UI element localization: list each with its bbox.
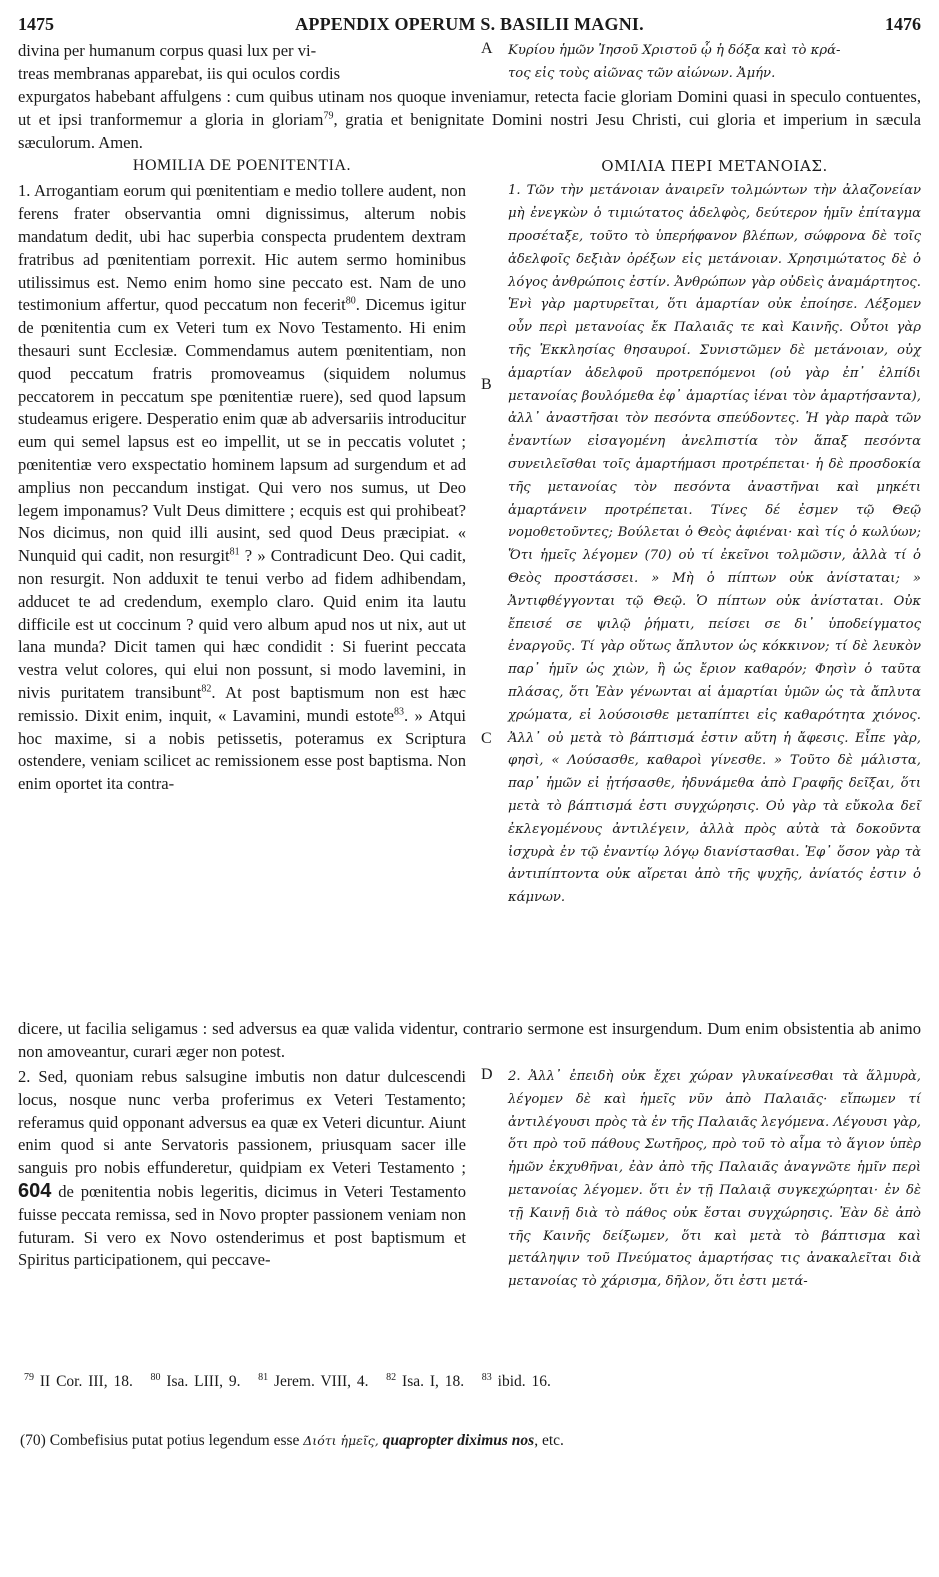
- scripture-footnotes: [24, 1373, 551, 1391]
- page-number-right: 1476: [885, 14, 921, 34]
- intro-greek-line: Κυρίου ἡμῶν Ἰησοῦ Χριστοῦ ᾧ ἡ δόξα καὶ τὸ κρά-: [508, 43, 841, 58]
- margin-marker-b: B: [481, 376, 492, 394]
- fn-text: ibid. 16.: [497, 1373, 551, 1390]
- footnote-ref-80: 80: [345, 295, 356, 307]
- running-title: APPENDIX OPERUM S. BASILII MAGNI.: [295, 14, 644, 34]
- fn-num: 83: [481, 1371, 492, 1383]
- margin-marker-c: C: [481, 730, 492, 748]
- intro-text-a: expurgatos habebant affulgens : cum quibus utinam nos quoque inveniamur, retecta facie gloriam Domini quasi in speculo contuentes, ut et ipsi tranformemur a gloria in gloriam: [18, 87, 921, 129]
- heading-latin: HOMILIA DE POENITENTIA.: [132, 157, 352, 175]
- footnote-ref-83: 83: [394, 706, 405, 718]
- page-header: [18, 14, 921, 40]
- footnote-ref-82: 82: [201, 683, 212, 695]
- page-number-left: 1475: [18, 14, 54, 34]
- intro-text-b: , gratia et benignitate Domini nostri Jesu Christi, cui gloria et imperium in sæcula sæculorum. Amen.: [18, 109, 921, 152]
- fn-num: 80: [150, 1371, 161, 1383]
- footnote-ref-81: 81: [229, 546, 240, 558]
- s1-latin-part: . » Atqui hoc maxime, si a nobis petissetis, poteramus ex Scriptura ostendere, veniam scilicet ac remissionem esse post baptisma. Non enim oportet ita contra-: [18, 705, 467, 794]
- s1-latin-part: . At post baptismum non est hæc remissio. Dixit enim, inquit, « Lavamini, mundi estote: [18, 682, 467, 725]
- s2-latin-part: de pœnitentia nobis legeritis, dicimus in Veteri Testamento fuisse peccata remissa, sed in Novo propter passionem veniam non futuram. Si vero ex Novo ostenderimus et post baptismum et Spiritus participationem, qui peccave-: [18, 1181, 466, 1270]
- s1-latin-part: . Dicemus igitur de pœnitentia cum ex Veteri tum ex Novo Testamento. Hi enim thesauri sunt Ecclesiæ. Commendamus autem pœnitentiam, non quod peccatum fratris promoveamus (siquidem nolumus peccatorem in peccatum spe pœnitentiæ ruere), sed quod lapsum studeamus erigere. Desperatio enim quæ ab adversariis introducitur eum qui semel lapsus est eo impellit, ut se in peccatis volutet ; pœnitentiæ vero exspectatio hominem lapsum ad surgendum et ad amplius non peccandum instigat. Qui vero nos sumus, ut Deo legem imponamus? Vult Deus dimittere ; ecquis est qui prohibeat? Nos dicimus, non quid illi ausint, sed quod Deus præcipiat. « Nunquid qui cadit, non resurgit: [18, 295, 466, 566]
- section-1: [18, 180, 921, 1018]
- section-2: [18, 1066, 921, 1366]
- intro-latin-line: treas membranas apparebat, iis qui oculos cordis: [18, 63, 341, 83]
- section-2-greek: 2. Ἀλλ᾽ ἐπειδὴ οὐκ ἔχει χώραν γλυκαίνεσθαι τὰ ἅλμυρὰ, λέγομεν δὲ καὶ ἡμεῖς νῦν ἀπὸ Παλαιᾶς· εἴπωμεν τί ἀντιλέγουσι πρὸς τὰ ἐν τῆς Παλαιᾶς λεγόμενα. Λέγουσι γὰρ, ὅτι πρὸ τοῦ πάθους Σωτῆρος, πρὸ τοῦ τὸ αἷμα τὸ ἅγιον ὑπὲρ ἡμῶν ἐκχυθῆναι, ἐὰν ἀπὸ τῆς Παλαιᾶς ἀναγνῶτε ἡμῖν περὶ μετανοίας λέγομεν. ὅτι ἐν τῇ Παλαιᾷ συγκεχώρηται· ἐν δὲ τῇ Καινῇ διὰ τὸ πάθος οὐκ ἔσται συγχώρησις. Ἐὰν δὲ ἀπὸ τῆς Καινῆς δείξωμεν, ὅτι καὶ μετὰ τὸ βάπτισμα καὶ μετάληψιν τοῦ Πνεύματος ἁμαρτήσας τις ἀνακαλεῖται διὰ μετανοίας τὸ χάρισμα, δῆλον, ὅτι ἐστι μετά-: [508, 1068, 921, 1290]
- column-number: 604: [18, 1179, 52, 1202]
- intro-greek: [508, 40, 921, 86]
- heading-greek: ΟΜΙΛΙΑ ΠΕΡΙ ΜΕΤΑΝΟΙΑΣ.: [601, 157, 828, 176]
- section-1-continuation: dicere, ut facilia seligamus : sed adversus ea quæ valida videntur, contrario sermone est insurgendum. Dum enim obsistentia ab animo non amoveantur, curari æger non potest.: [18, 1019, 921, 1062]
- intro-columns: [18, 40, 921, 86]
- intro-latin-line: divina per humanum corpus quasi lux per vi-: [18, 41, 317, 60]
- fn-num: 82: [386, 1371, 397, 1383]
- fn-text: Isa. LIII, 9.: [166, 1373, 241, 1390]
- footnote-ref-79: 79: [323, 110, 334, 122]
- intro-greek-line: τος εἰς τοὺς αἰῶνας τῶν αἰώνων. Ἀμήν.: [508, 65, 776, 81]
- fn-text: Isa. I, 18.: [402, 1373, 465, 1390]
- intro-latin: [18, 40, 466, 86]
- section-2-latin: [18, 1066, 466, 1272]
- note-greek: Διότι ἡμεῖς,: [303, 1433, 379, 1448]
- fn-num: 79: [24, 1371, 34, 1383]
- s1-latin-part: ? » Contradicunt Deo. Qui cadit, non resurgit. Non adduxit te tenui verbo ad fidem adhibendam, adducet te ad credendum, exemplo claro. Quid enim ita lautu difficile est ut coccinum ? quid vero album apud nos ut nix, aut ut lana munda? Dicit tamen qui hæc condidit : Si fuerint peccata vestra velut colores, qui elui non possunt, si modo lavemini, in nivis puritatem transibunt: [18, 546, 466, 702]
- fn-num: 81: [258, 1371, 269, 1383]
- fn-text: Jerem. VIII, 4.: [273, 1373, 369, 1390]
- note-prefix: (70) Combefisius putat potius legendum esse: [20, 1432, 304, 1449]
- section-1-greek: 1. Τῶν τὴν μετάνοιαν ἀναιρεῖν τολμώντων τὴν ἀλαζονείαν μὴ ἐνεγκὼν ὁ τιμιώτατος ἀδελφὸς, δεύτερον ἡμῖν ἐπίταγμα προσέταξε, τοῦτο τὸ ὑπερήφανον βλέπων, σώφρονα δὲ τοῖς ἀδελφοῖς δεξιὰν ὀρέξων εἰς μετάνοιαν. Χρησιμώτατος δὲ ὁ λόγος ἀνθρώποις ἐστίν. Ἀνθρώπων γὰρ οὐδεὶς ἀναμάρτητος. Ἑνὶ γὰρ μαρτυρεῖται, ὅτι ἁμαρτίαν οὐκ ἐποίησε. Λέξομεν οὖν περὶ μετανοίας ἔκ Παλαιᾶς τε καὶ Καινῆς. Οὗτοι γὰρ τῆς Ἐκκλησίας θησαυροί. Συνιστῶμεν δὲ μετάνοιαν, οὐχ ἁμαρτίαν ἀδελφοῦ προτρεπόμενοι (οὐ γὰρ ἐπ᾽ ἐλπίδι μετανοίας βουλόμεθα ἐφ᾽ ἁμαρτίας ἰέναι τὸν ἁμαρτήσαντα), ἀλλ᾽ ἀναστῆσαι τὸν πεσόντα σπεύδοντες. Ἡ γὰρ παρὰ τῶν ἐναντίων εἰσαγομένη ἀνελπιστία τὸν ἅπαξ πεσόντα συνειλεῖσθαι τοῖς ἁμαρτήμασι προτρέπεται· ἡ δὲ προσδοκία τῆς μετανοίας τὸν πεσόντα ἀναστῆναι καὶ μηκέτι ἁμαρτάνειν προτρέπεται. Τίνες δέ ἐσμεν τῷ Θεῷ νομοθετοῦντες; Βούλεται ὁ Θεὸς ἀφιέναι· καὶ τίς ὁ κωλύων; Ὅτι ἡμεῖς λέγομεν (70) οὐ τί ἐκεῖνοι τολμῶσιν, ἀλλὰ τί ὁ Θεὸς προστάσσει. » Μὴ ὁ πίπτων οὐκ ἀνίσταται; » Ἀντιφθέγγονται τῷ Θεῷ. Ὁ πίπτων οὐκ ἀνίσταται. Οὐκ ἔπεισέ σε ψιλῷ ῥήματι, πείσει σε δι᾽ ὑποδείγματος ἐναργοῦς. Τί γὰρ οὕτως ἄπλυτον ὡς κόκκινον; τί δὲ λευκὸν παρ᾽ ἡμῖν ὡς χιὼν, ἢ ὡς ἔριον καθαρόν; Φησὶν ὁ ταῦτα πλάσας, ὅτι Ἐὰν γένωνται αἱ ἁμαρτίαι ὑμῶν ὡς τὰ ἄπλυτα χρώματα, εἰ λούσοισθε μεταπίπτει εἰς καθαρότητα χιόνος. Ἀλλ᾽ οὐ μετὰ τὸ βάπτισμά ἐστιν αὕτη ἡ ἄφεσις. Εἶπε γὰρ, φησὶ, « Λούσασθε, καθαροὶ γίνεσθε. » Τοῦτο δὲ μάλιστα, παρ᾽ ἡμῶν εἰ ᾐτήσασθε, ἠδυνάμεθα ἀπὸ Γραφῆς δεῖξαι, ὅτι μετὰ τὸ βάπτισμά ἐστι συγχώρησις. Οὐ γὰρ τὰ εὔκολα δεῖ ἐκλεγομένους ἀντιλέγειν, ἀλλὰ πρὸς αὐτὰ τὰ δοκοῦντα ἰσχυρὰ ἐν τῷ ἐναντίῳ λόγῳ διανίστασθαι. Ἐφ᾽ ὅσον γὰρ τὰ ἀντιπίπτοντα οὐκ αἴρεται ἀπὸ τῆς ψυχῆς, ἀνίατός ἐστιν ὁ κάμνων.: [508, 183, 921, 906]
- note-suffix: , etc.: [534, 1432, 564, 1449]
- headings-row: [18, 154, 921, 180]
- margin-marker-a: A: [481, 40, 493, 57]
- page: [18, 14, 921, 1366]
- fn-text: II Cor. III, 18.: [39, 1373, 133, 1390]
- note-italic: quapropter diximus nos: [382, 1432, 535, 1449]
- s1-latin-part: 1. Arrogantiam eorum qui pœnitentiam e medio tollere audent, non ferens frater observantia omni dignissimus, alterum nobis mandatum dedit, ubi hac superbia conspecta prudentem dextram fratribus ad pœnitentiam porrexit. Hic autem sermo hominibus utilissimus est. Nemo enim homo sine peccato est. Nam de uno testimonium affertur, quod peccatum non fecerit: [18, 181, 466, 315]
- s2-latin-part: 2. Sed, quoniam rebus salsugine imbutis non datur dulcescendi locus, nosque nunc verba proferimus ex Veteri Testamento; referamus quid opponant adversus ea quæ ex Veteri dicuntur. Aiunt enim quod si ante Servatoris passionem, priusquam sacer ille sanguis pro nobis effunderetur, quidpiam ex Veteri Testamento ;: [18, 1066, 466, 1178]
- editorial-note: [20, 1432, 564, 1450]
- intro-full-width-text: [18, 86, 921, 154]
- section-1-latin: [18, 180, 466, 796]
- margin-marker-d: D: [481, 1065, 493, 1083]
